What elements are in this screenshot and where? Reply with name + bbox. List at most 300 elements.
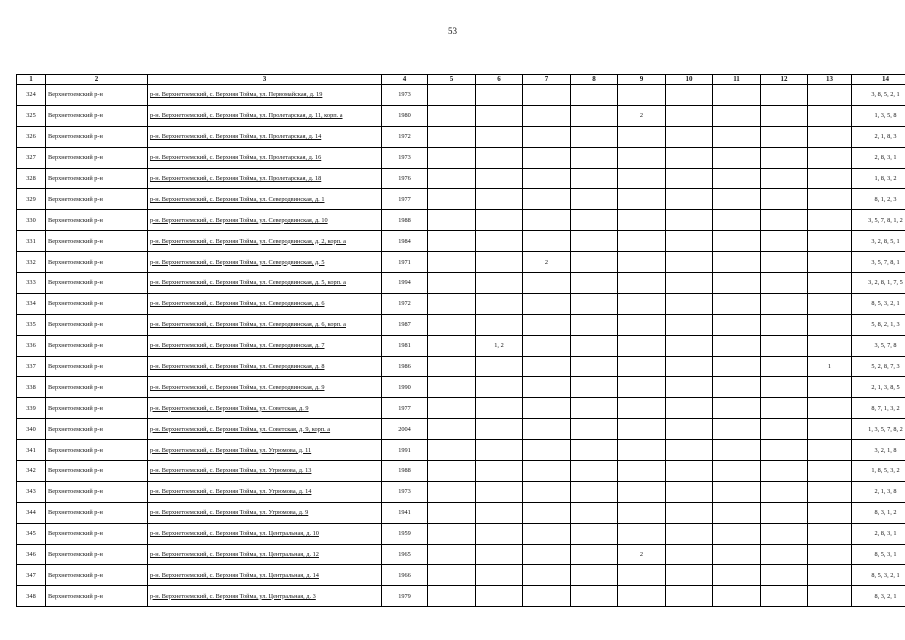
address-text: р-н. Верхнетоемский, с. Верхняя Тойма, ул. Северодвинская, д. 7 [150, 342, 325, 350]
col9-cell [618, 168, 666, 189]
district-cell: Верхнетоемский р-н [46, 189, 148, 210]
col5-cell [428, 231, 476, 252]
col13-cell [808, 314, 852, 335]
district-cell: Верхнетоемский р-н [46, 440, 148, 461]
col12-cell [761, 398, 808, 419]
column-header-1: 1 [17, 75, 46, 85]
row-number: 344 [17, 502, 46, 523]
col9-cell [618, 461, 666, 482]
code-cell: 1, 8, 3, 2 [852, 168, 905, 189]
address-cell [148, 481, 382, 502]
col6-cell [476, 419, 523, 440]
address-text: р-н. Верхнетоемский, с. Верхняя Тойма, ул. Пролетарская, д. 14 [150, 133, 322, 141]
col11-cell [713, 440, 761, 461]
col6-cell [476, 377, 523, 398]
address-cell [148, 85, 382, 106]
year-cell: 1966 [382, 565, 428, 586]
address-text: р-н. Верхнетоемский, с. Верхняя Тойма, ул. Северодвинская, д. 5, корп. а [150, 279, 346, 287]
address-text: р-н. Верхнетоемский, с. Верхняя Тойма, ул. Северодвинская, д. 1 [150, 195, 325, 203]
col12-cell [761, 273, 808, 294]
col12-cell [761, 502, 808, 523]
row-number: 326 [17, 126, 46, 147]
col5-cell [428, 440, 476, 461]
col6-cell [476, 168, 523, 189]
col11-cell [713, 356, 761, 377]
code-cell: 3, 8, 5, 2, 1 [852, 85, 905, 106]
column-header-10: 10 [666, 75, 713, 85]
col10-cell [666, 377, 713, 398]
col6-cell [476, 252, 523, 273]
row-number: 335 [17, 314, 46, 335]
code-cell: 8, 3, 1, 2 [852, 502, 905, 523]
col10-cell [666, 440, 713, 461]
col11-cell [713, 398, 761, 419]
address-text: р-н. Верхнетоемский, с. Верхняя Тойма, ул. Угрюмова, д. 9 [150, 509, 309, 517]
col13-cell [808, 105, 852, 126]
col11-cell [713, 105, 761, 126]
col5-cell [428, 314, 476, 335]
year-cell: 1941 [382, 502, 428, 523]
col6-cell [476, 314, 523, 335]
col7-cell [523, 440, 571, 461]
table-row [17, 523, 905, 544]
address-cell [148, 335, 382, 356]
table-body [17, 85, 905, 607]
column-header-5: 5 [428, 75, 476, 85]
col10-cell [666, 502, 713, 523]
address-cell [148, 105, 382, 126]
col6-cell [476, 586, 523, 607]
col13-cell [808, 377, 852, 398]
header-row [17, 75, 905, 85]
year-cell: 1977 [382, 189, 428, 210]
col11-cell [713, 586, 761, 607]
col5-cell [428, 210, 476, 231]
col9-cell [618, 523, 666, 544]
year-cell: 1980 [382, 105, 428, 126]
district-cell: Верхнетоемский р-н [46, 293, 148, 314]
column-header-2: 2 [46, 75, 148, 85]
col7-cell: 2 [523, 252, 571, 273]
col8-cell [571, 273, 618, 294]
table-row [17, 189, 905, 210]
col12-cell [761, 126, 808, 147]
address-text: р-н. Верхнетоемский, с. Верхняя Тойма, ул. Северодвинская, д. 5 [150, 258, 325, 266]
col12-cell [761, 481, 808, 502]
column-header-12: 12 [761, 75, 808, 85]
col11-cell [713, 252, 761, 273]
col12-cell [761, 147, 808, 168]
col5-cell [428, 85, 476, 106]
col9-cell [618, 440, 666, 461]
address-cell [148, 377, 382, 398]
year-cell: 1988 [382, 461, 428, 482]
table-row [17, 586, 905, 607]
col7-cell [523, 147, 571, 168]
col11-cell [713, 481, 761, 502]
address-text: р-н. Верхнетоемский, с. Верхняя Тойма, ул. Центральная, д. 12 [150, 551, 319, 559]
code-cell: 3, 2, 8, 5, 1 [852, 231, 905, 252]
column-header-7: 7 [523, 75, 571, 85]
col9-cell [618, 210, 666, 231]
code-cell: 3, 5, 7, 8, 1, 2 [852, 210, 905, 231]
row-number: 341 [17, 440, 46, 461]
col9-cell [618, 398, 666, 419]
address-text: р-н. Верхнетоемский, с. Верхняя Тойма, ул. Пролетарская, д. 11, корп. а [150, 112, 343, 120]
table-row [17, 293, 905, 314]
col7-cell [523, 210, 571, 231]
col5-cell [428, 377, 476, 398]
table-row [17, 377, 905, 398]
col8-cell [571, 565, 618, 586]
col12-cell [761, 105, 808, 126]
col5-cell [428, 356, 476, 377]
col11-cell [713, 147, 761, 168]
address-text: р-н. Верхнетоемский, с. Верхняя Тойма, ул. Советская, д. 9 [150, 404, 309, 412]
address-text: р-н. Верхнетоемский, с. Верхняя Тойма, ул. Центральная, д. 3 [150, 592, 316, 600]
col7-cell [523, 523, 571, 544]
col6-cell [476, 502, 523, 523]
col11-cell [713, 565, 761, 586]
col5-cell [428, 273, 476, 294]
address-cell [148, 210, 382, 231]
col5-cell [428, 586, 476, 607]
row-number: 348 [17, 586, 46, 607]
col9-cell [618, 231, 666, 252]
year-cell: 1990 [382, 377, 428, 398]
col7-cell [523, 273, 571, 294]
year-cell: 2004 [382, 419, 428, 440]
address-text: р-н. Верхнетоемский, с. Верхняя Тойма, ул. Пролетарская, д. 18 [150, 175, 322, 182]
col5-cell [428, 419, 476, 440]
district-cell: Верхнетоемский р-н [46, 231, 148, 252]
col6-cell [476, 189, 523, 210]
col8-cell [571, 356, 618, 377]
col11-cell [713, 85, 761, 106]
col8-cell [571, 85, 618, 106]
row-number: 325 [17, 105, 46, 126]
address-text: р-н. Верхнетоемский, с. Верхняя Тойма, ул. Советская, д. 9, корп. а [150, 425, 331, 433]
address-cell [148, 419, 382, 440]
table-row [17, 85, 905, 106]
col13-cell: 1 [808, 356, 852, 377]
table-row [17, 335, 905, 356]
district-cell: Верхнетоемский р-н [46, 85, 148, 106]
col7-cell [523, 544, 571, 565]
year-cell: 1972 [382, 126, 428, 147]
row-number: 347 [17, 565, 46, 586]
col13-cell [808, 419, 852, 440]
col9-cell [618, 126, 666, 147]
column-header-13: 13 [808, 75, 852, 85]
column-header-14: 14 [852, 75, 905, 85]
col9-cell [618, 293, 666, 314]
table-row [17, 252, 905, 273]
col7-cell [523, 168, 571, 189]
table-row [17, 210, 905, 231]
col13-cell [808, 481, 852, 502]
row-number: 331 [17, 231, 46, 252]
col7-cell [523, 502, 571, 523]
col11-cell [713, 314, 761, 335]
district-cell: Верхнетоемский р-н [46, 461, 148, 482]
col10-cell [666, 189, 713, 210]
address-cell [148, 168, 382, 189]
col13-cell [808, 586, 852, 607]
year-cell: 1976 [382, 168, 428, 189]
col6-cell [476, 126, 523, 147]
col13-cell [808, 147, 852, 168]
table-row [17, 502, 905, 523]
code-cell: 3, 5, 7, 8, 1 [852, 252, 905, 273]
col13-cell [808, 168, 852, 189]
district-cell: Верхнетоемский р-н [46, 147, 148, 168]
col11-cell [713, 502, 761, 523]
table-row [17, 147, 905, 168]
column-header-9: 9 [618, 75, 666, 85]
col13-cell [808, 335, 852, 356]
col5-cell [428, 252, 476, 273]
year-cell: 1973 [382, 85, 428, 106]
code-cell: 8, 5, 3, 2, 1 [852, 293, 905, 314]
row-number: 338 [17, 377, 46, 398]
district-cell: Верхнетоемский р-н [46, 586, 148, 607]
table-row [17, 105, 905, 126]
address-cell [148, 293, 382, 314]
col10-cell [666, 231, 713, 252]
col9-cell [618, 586, 666, 607]
row-number: 346 [17, 544, 46, 565]
code-cell: 5, 8, 2, 1, 3 [852, 314, 905, 335]
col13-cell [808, 544, 852, 565]
address-cell [148, 231, 382, 252]
district-cell: Верхнетоемский р-н [46, 356, 148, 377]
col7-cell [523, 293, 571, 314]
col11-cell [713, 189, 761, 210]
col8-cell [571, 586, 618, 607]
col10-cell [666, 105, 713, 126]
col9-cell [618, 565, 666, 586]
year-cell: 1965 [382, 544, 428, 565]
col5-cell [428, 502, 476, 523]
code-cell: 8, 5, 3, 2, 1 [852, 565, 905, 586]
col13-cell [808, 189, 852, 210]
col5-cell [428, 565, 476, 586]
col11-cell [713, 293, 761, 314]
row-number: 336 [17, 335, 46, 356]
col6-cell [476, 565, 523, 586]
address-text: р-н. Верхнетоемский, с. Верхняя Тойма, ул. Северодвинская, д. 6 [150, 300, 325, 308]
column-header-11: 11 [713, 75, 761, 85]
table-row [17, 398, 905, 419]
col10-cell [666, 565, 713, 586]
district-cell: Верхнетоемский р-н [46, 252, 148, 273]
col12-cell [761, 419, 808, 440]
col12-cell [761, 544, 808, 565]
table-row [17, 314, 905, 335]
col8-cell [571, 398, 618, 419]
table-row [17, 440, 905, 461]
address-text: р-н. Верхнетоемский, с. Верхняя Тойма, ул. Северодвинская, д. 10 [150, 216, 328, 224]
col5-cell [428, 398, 476, 419]
col8-cell [571, 231, 618, 252]
col11-cell [713, 523, 761, 544]
col7-cell [523, 85, 571, 106]
col5-cell [428, 105, 476, 126]
col8-cell [571, 419, 618, 440]
col7-cell [523, 398, 571, 419]
col8-cell [571, 335, 618, 356]
address-cell [148, 461, 382, 482]
col8-cell [571, 481, 618, 502]
col13-cell [808, 126, 852, 147]
col6-cell [476, 356, 523, 377]
col10-cell [666, 126, 713, 147]
table-row [17, 481, 905, 502]
col13-cell [808, 273, 852, 294]
column-header-8: 8 [571, 75, 618, 85]
code-cell: 2, 1, 3, 8, 5 [852, 377, 905, 398]
col11-cell [713, 377, 761, 398]
year-cell: 1977 [382, 398, 428, 419]
col9-cell [618, 273, 666, 294]
col11-cell [713, 126, 761, 147]
row-number: 340 [17, 419, 46, 440]
address-text: р-н. Верхнетоемский, с. Верхняя Тойма, ул. Центральная, д. 10 [150, 530, 319, 538]
col6-cell [476, 231, 523, 252]
col10-cell [666, 544, 713, 565]
district-cell: Верхнетоемский р-н [46, 398, 148, 419]
col10-cell [666, 147, 713, 168]
address-cell [148, 544, 382, 565]
address-cell [148, 586, 382, 607]
row-number: 327 [17, 147, 46, 168]
col13-cell [808, 398, 852, 419]
col5-cell [428, 461, 476, 482]
address-text: р-н. Верхнетоемский, с. Верхняя Тойма, ул. Северодвинская, д. 8 [150, 363, 325, 371]
col9-cell: 2 [618, 105, 666, 126]
column-header-4: 4 [382, 75, 428, 85]
address-cell [148, 523, 382, 544]
year-cell: 1973 [382, 481, 428, 502]
col6-cell [476, 210, 523, 231]
col8-cell [571, 314, 618, 335]
col8-cell [571, 293, 618, 314]
year-cell: 1981 [382, 335, 428, 356]
col5-cell [428, 189, 476, 210]
col7-cell [523, 565, 571, 586]
col12-cell [761, 586, 808, 607]
address-cell [148, 314, 382, 335]
row-number: 334 [17, 293, 46, 314]
col10-cell [666, 273, 713, 294]
col9-cell [618, 252, 666, 273]
col10-cell [666, 293, 713, 314]
col13-cell [808, 523, 852, 544]
district-cell: Верхнетоемский р-н [46, 502, 148, 523]
col11-cell [713, 231, 761, 252]
col6-cell [476, 105, 523, 126]
col8-cell [571, 126, 618, 147]
year-cell: 1979 [382, 586, 428, 607]
table-row [17, 168, 905, 189]
col13-cell [808, 210, 852, 231]
col12-cell [761, 231, 808, 252]
table-row [17, 544, 905, 565]
col9-cell [618, 481, 666, 502]
col11-cell [713, 168, 761, 189]
address-text: р-н. Верхнетоемский, с. Верхняя Тойма, ул. Пролетарская, д. 16 [150, 154, 322, 162]
col10-cell [666, 314, 713, 335]
address-cell [148, 440, 382, 461]
year-cell: 1991 [382, 440, 428, 461]
col6-cell [476, 523, 523, 544]
address-cell [148, 502, 382, 523]
row-number: 337 [17, 356, 46, 377]
col5-cell [428, 544, 476, 565]
col10-cell [666, 252, 713, 273]
col12-cell [761, 523, 808, 544]
col6-cell [476, 544, 523, 565]
col8-cell [571, 544, 618, 565]
col12-cell [761, 335, 808, 356]
row-number: 330 [17, 210, 46, 231]
col5-cell [428, 126, 476, 147]
col6-cell [476, 481, 523, 502]
address-text: р-н. Верхнетоемский, с. Верхняя Тойма, ул. Северодвинская, д. 2, корп. а [150, 237, 346, 245]
address-cell [148, 126, 382, 147]
row-number: 342 [17, 461, 46, 482]
col7-cell [523, 461, 571, 482]
year-cell: 1986 [382, 356, 428, 377]
address-text: р-н. Верхнетоемский, с. Верхняя Тойма, ул. Центральная, д. 14 [150, 571, 319, 579]
col13-cell [808, 461, 852, 482]
code-cell: 3, 5, 7, 8 [852, 335, 905, 356]
col6-cell [476, 85, 523, 106]
district-cell: Верхнетоемский р-н [46, 210, 148, 231]
col8-cell [571, 523, 618, 544]
col12-cell [761, 252, 808, 273]
address-cell [148, 147, 382, 168]
col8-cell [571, 105, 618, 126]
col13-cell [808, 293, 852, 314]
col9-cell [618, 356, 666, 377]
district-cell: Верхнетоемский р-н [46, 126, 148, 147]
col9-cell [618, 147, 666, 168]
code-cell: 8, 3, 2, 1 [852, 586, 905, 607]
code-cell: 1, 3, 5, 7, 8, 2 [852, 419, 905, 440]
row-number: 329 [17, 189, 46, 210]
col11-cell [713, 461, 761, 482]
col10-cell [666, 210, 713, 231]
row-number: 339 [17, 398, 46, 419]
code-cell: 8, 7, 1, 3, 2 [852, 398, 905, 419]
col7-cell [523, 105, 571, 126]
col6-cell [476, 398, 523, 419]
col5-cell [428, 168, 476, 189]
row-number: 343 [17, 481, 46, 502]
address-cell [148, 189, 382, 210]
column-header-3: 3 [148, 75, 382, 85]
col8-cell [571, 377, 618, 398]
col9-cell [618, 419, 666, 440]
district-cell: Верхнетоемский р-н [46, 335, 148, 356]
column-header-6: 6 [476, 75, 523, 85]
table-row [17, 419, 905, 440]
col8-cell [571, 461, 618, 482]
code-cell: 3, 2, 8, 1, 7, 5 [852, 273, 905, 294]
district-cell: Верхнетоемский р-н [46, 523, 148, 544]
